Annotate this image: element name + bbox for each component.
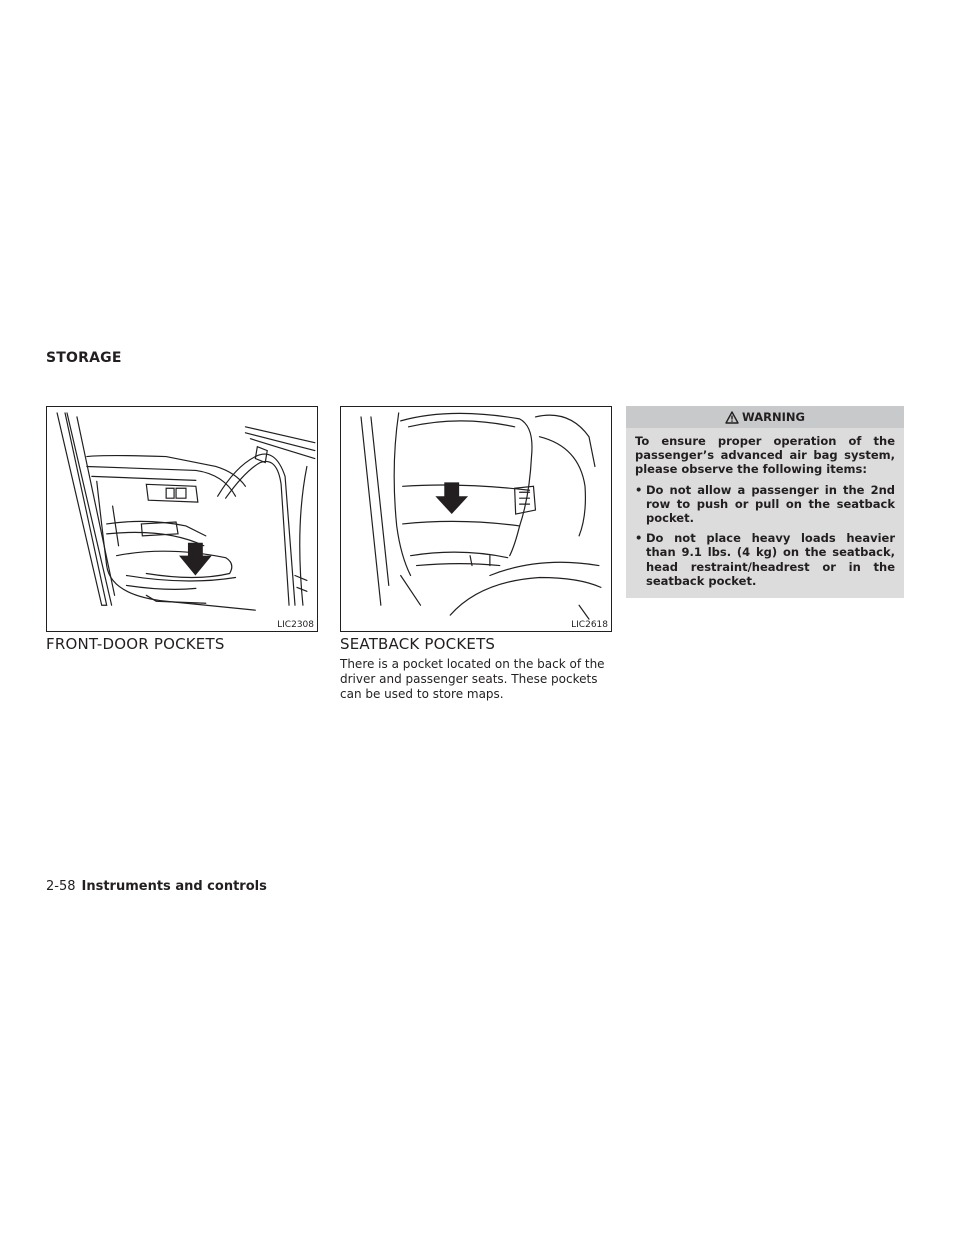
- page-footer: [46, 879, 267, 894]
- warning-item: [635, 483, 895, 526]
- page-number: 2-58: [46, 879, 76, 894]
- warning-item-text: Do not place heavy loads heavier than 9.1 lbs. (4 kg) on the seatback, head restraint/headrest or in the seatback pocket.: [646, 531, 895, 588]
- warning-triangle-icon: [725, 411, 739, 424]
- topic-heading-front-door-pockets: FRONT-DOOR POCKETS: [46, 635, 225, 653]
- warning-item-text: Do not allow a passenger in the 2nd row to push or pull on the seatback pocket.: [646, 482, 895, 526]
- figure-code: LIC2618: [571, 620, 608, 630]
- warning-title: WARNING: [742, 410, 805, 424]
- warning-body: [626, 428, 904, 588]
- warning-title-bar: [626, 406, 904, 428]
- bullet-icon: •: [635, 482, 643, 497]
- warning-intro: To ensure proper operation of the passenger’s advanced air bag system, please observe the following items:: [635, 434, 895, 477]
- seatback-illustration: [341, 407, 611, 631]
- section-heading: STORAGE: [46, 350, 122, 366]
- bullet-icon: •: [635, 531, 643, 546]
- topic-heading-seatback-pockets: SEATBACK POCKETS: [340, 635, 496, 653]
- figure-code: LIC2308: [277, 620, 314, 630]
- figure-seatback-pockets: [340, 406, 612, 632]
- front-door-illustration: [47, 407, 317, 631]
- seatback-body-text: There is a pocket located on the back of the driver and passenger seats. These pockets can be used to store maps.: [340, 657, 605, 701]
- warning-item: [635, 531, 895, 588]
- figure-front-door-pockets: [46, 406, 318, 632]
- warning-box: [626, 406, 904, 598]
- chapter-title: Instruments and controls: [81, 879, 267, 894]
